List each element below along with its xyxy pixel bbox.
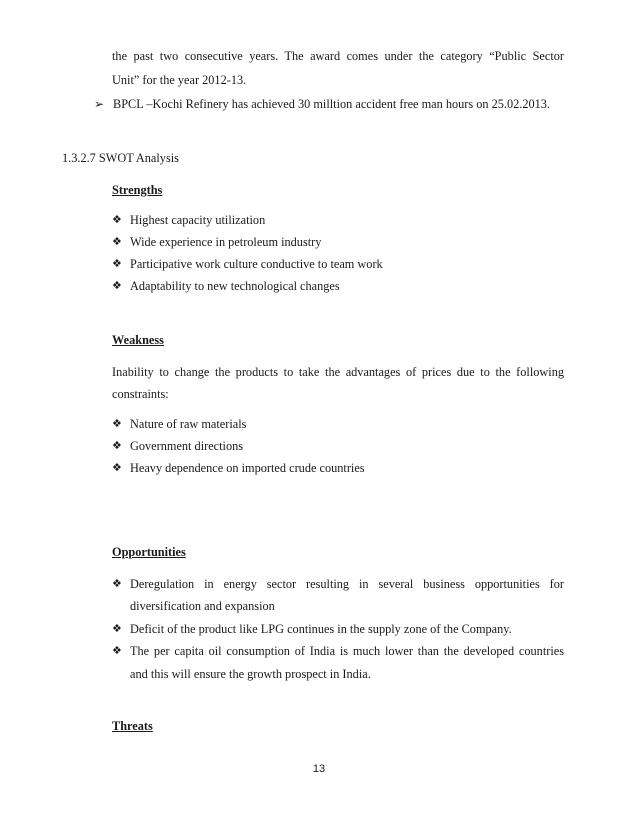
strengths-heading: Strengths — [112, 183, 163, 197]
diamond-bullet-icon: ❖ — [112, 439, 122, 452]
diamond-bullet-icon: ❖ — [112, 577, 122, 590]
weakness-paragraph-line-2: constraints: — [112, 387, 169, 401]
strength-item: Highest capacity utilization — [130, 213, 266, 227]
strength-item: Wide experience in petroleum industry — [130, 235, 322, 249]
diamond-bullet-icon: ❖ — [112, 213, 122, 226]
intro-line-2: Unit” for the year 2012-13. — [112, 73, 247, 87]
intro-line-1: the past two consecutive years. The award comes under the category “Public Sector — [112, 49, 564, 63]
diamond-bullet-icon: ❖ — [112, 235, 122, 248]
diamond-bullet-icon: ❖ — [112, 279, 122, 292]
opportunity-item-1-line-2: diversification and expansion — [130, 599, 275, 613]
diamond-bullet-icon: ❖ — [112, 257, 122, 270]
section-title: 1.3.2.7 SWOT Analysis — [62, 151, 179, 165]
diamond-bullet-icon: ❖ — [112, 461, 122, 474]
weakness-item: Government directions — [130, 439, 244, 453]
strength-item: Participative work culture conductive to team work — [130, 257, 383, 271]
opportunity-item-2: Deficit of the product like LPG continues in the supply zone of the Company. — [130, 622, 512, 636]
arrow-bullet-icon: ➢ — [94, 97, 105, 111]
diamond-bullet-icon: ❖ — [112, 622, 122, 635]
diamond-bullet-icon: ❖ — [112, 417, 122, 430]
weakness-item: Heavy dependence on imported crude countries — [130, 461, 365, 475]
opportunity-item-3-line-1: The per capita oil consumption of India is much lower than the developed countries — [130, 644, 564, 658]
weakness-item: Nature of raw materials — [130, 417, 247, 431]
opportunities-heading: Opportunities — [112, 545, 186, 559]
strength-item: Adaptability to new technological changes — [130, 279, 340, 293]
weakness-paragraph-line-1: Inability to change the products to take the advantages of prices due to the following — [112, 365, 564, 379]
opportunity-item-1-line-1: Deregulation in energy sector resulting in several business opportunities for — [130, 577, 564, 591]
weakness-heading: Weakness — [112, 333, 164, 347]
intro-bullet-text: BPCL –Kochi Refinery has achieved 30 milltion accident free man hours on 25.02.2013. — [113, 97, 551, 111]
threats-heading: Threats — [112, 719, 153, 733]
page-number: 13 — [312, 763, 326, 775]
diamond-bullet-icon: ❖ — [112, 644, 122, 657]
opportunity-item-3-line-2: and this will ensure the growth prospect in India. — [130, 667, 371, 681]
